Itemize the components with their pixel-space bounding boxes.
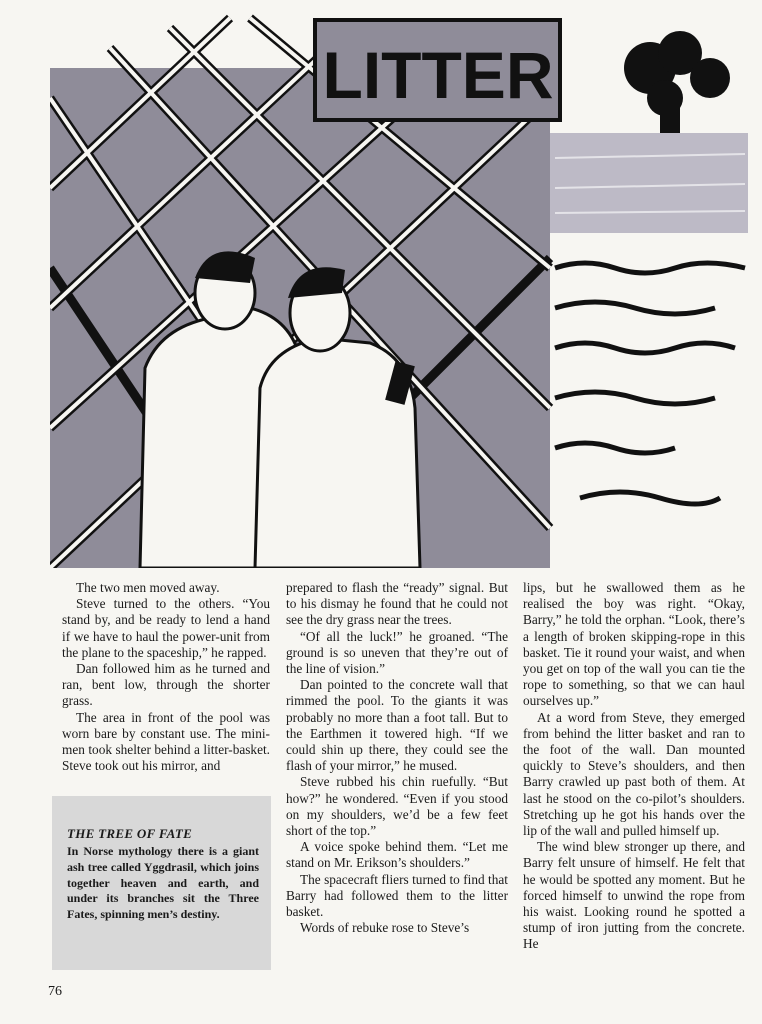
illustration <box>50 8 748 568</box>
paragraph: The wind blew stronger up there, and Barry felt unsure of himself. He felt that he would be spotted any moment. But he forced himself to unwind the rope from his waist. Looking round he spotted a stump of iron jutting from the concrete. He <box>523 839 745 952</box>
paragraph: Words of rebuke rose to Steve’s <box>300 920 470 936</box>
illustration-svg <box>50 8 748 568</box>
paragraph: Steve rubbed his chin ruefully. “But how?” he wondered. “Even if you stood on my shoulders, we’d be a few feet short of the top.” <box>286 774 508 839</box>
paragraph: The two men moved away. <box>76 580 220 595</box>
paragraph: The area in front of the pool was worn bare by constant use. The mini-men took shelter behind a litter-basket. Steve took out his mirror, and <box>62 709 270 774</box>
text-column-1 <box>62 580 270 774</box>
paragraph: Dan followed him as he turned and ran, bent low, through the shorter grass. <box>62 661 270 709</box>
paragraph: At a word from Steve, they emerged from behind the litter basket and ran to the foot of the wall. Dan mounted quickly to Steve’s shoulders, and then Barry crawled up past both of them. At last he stood on the co-pilot’s shoulders. Stretching up he got his hands over the lip of the wall and pulled himself up. <box>523 709 745 839</box>
sign-text: LITTER <box>322 38 554 112</box>
paragraph: Steve turned to the others. “You stand by, and be ready to lend a hand if we have to haul the power-unit from the plane to the spaceship,” he rapped. <box>62 596 270 660</box>
water-waves <box>555 263 745 504</box>
sidebar-body: In Norse mythology there is a giant ash tree called Yggdrasil, which joins together heaven and earth, and under its branches sit the Three Fates, spinning men’s destiny. <box>67 844 259 922</box>
paragraph: prepared to flash the “ready” signal. But to his dismay he found that he could not see the dry grass near the trees. <box>286 580 508 628</box>
paragraph: A voice spoke behind them. “Let me stand on Mr. Erikson’s shoulders.” <box>286 839 508 871</box>
sidebar-title: THE TREE OF FATE <box>67 826 193 841</box>
text-column-3 <box>523 580 745 953</box>
paragraph: lips, but he swallowed them as he realised the boy was right. “Okay, Barry,” he told the orphan. “Look, there’s a length of broken skipping-rope in this basket. Tie it round your waist, and when you get on top of the wall you can tie the rope to something, so that we can haul ourselves up.” <box>523 580 745 709</box>
paragraph: Dan pointed to the concrete wall that rimmed the pool. To the giants it was probably no more than a foot tall. But to the Earthmen it towered high. “If we could shin up there, they could see the flash of your mirror,” he mused. <box>286 677 508 774</box>
page-number: 76 <box>48 984 62 999</box>
tree <box>624 31 730 133</box>
pool-wall <box>550 133 748 233</box>
text-column-2 <box>286 580 508 936</box>
sidebar-box <box>52 796 271 970</box>
paragraph: The spacecraft fliers turned to find that Barry had followed them to the litter basket. <box>286 871 508 920</box>
paragraph: “Of all the luck!” he groaned. “The ground is so uneven that they’re out of the line of vision.” <box>286 628 508 677</box>
